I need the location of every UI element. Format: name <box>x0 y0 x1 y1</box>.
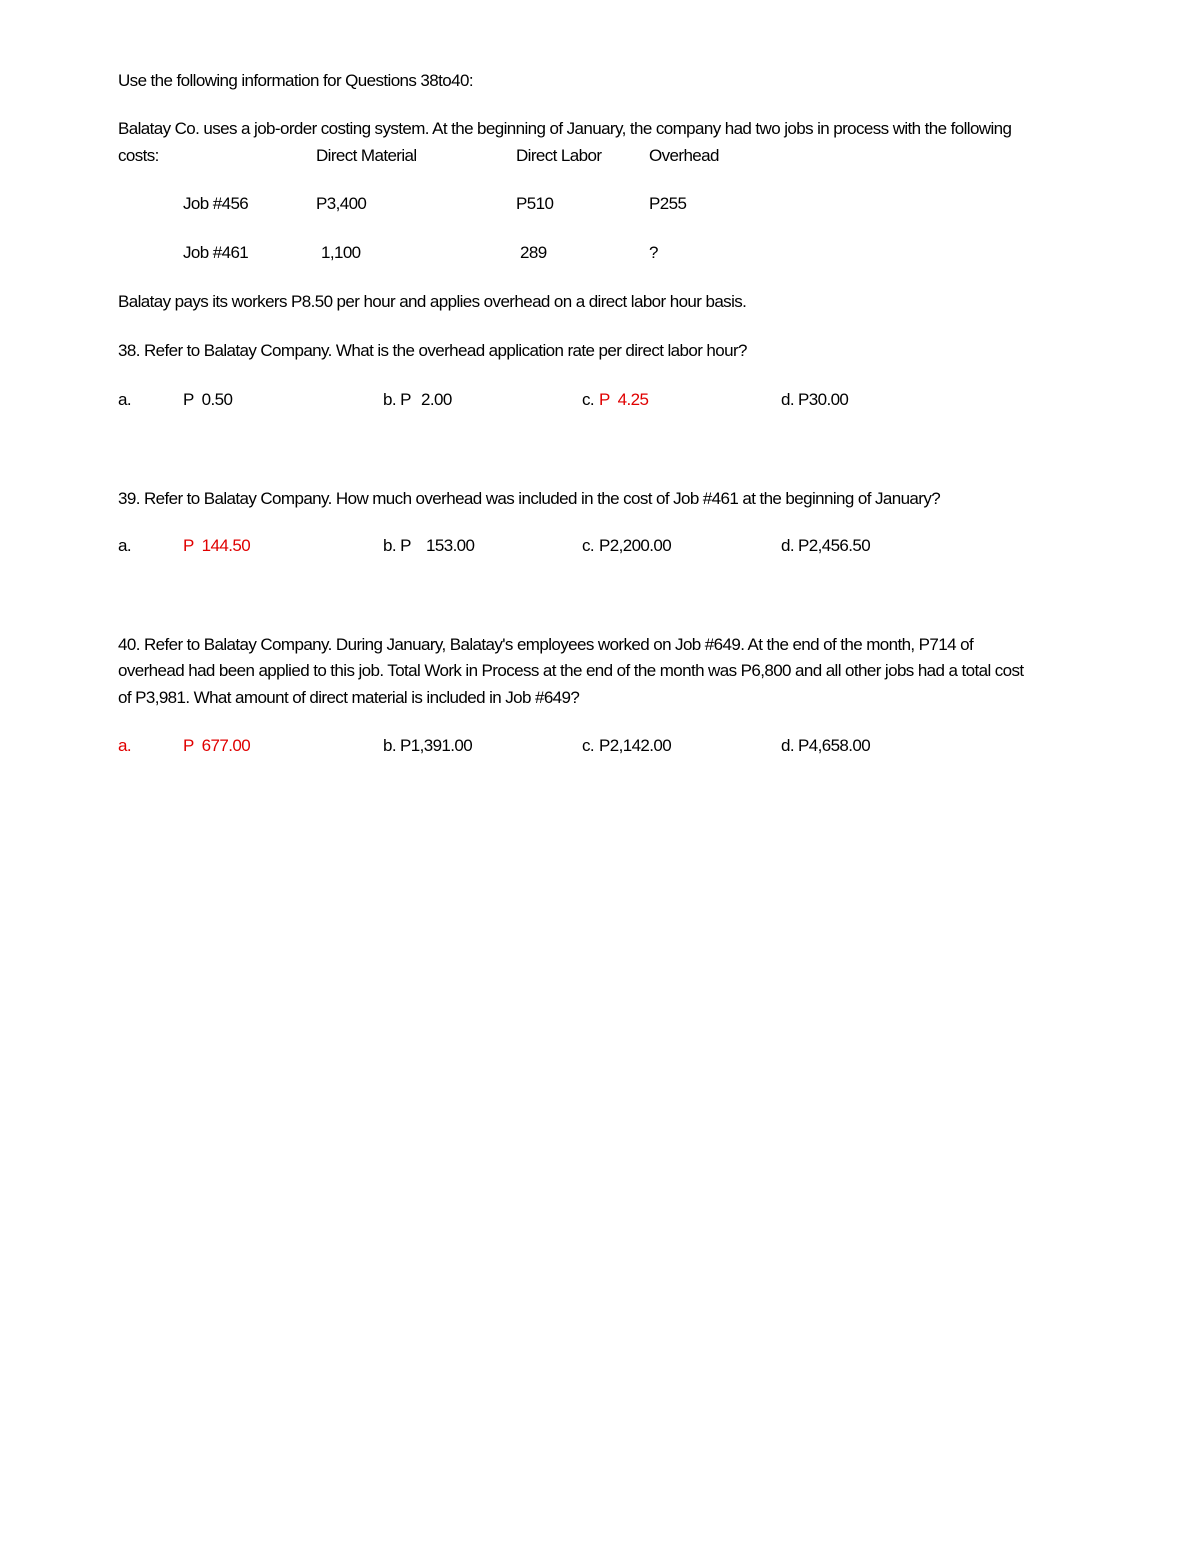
job-461-direct-material: 1,100 <box>321 243 361 262</box>
q40-option-b-value: P1,391.00 <box>400 736 473 755</box>
q40-option-a-value-answer: P 677.00 <box>183 736 251 755</box>
q40-option-a-letter-answer: a. <box>118 736 131 755</box>
q38-option-d-letter: d. <box>781 390 794 409</box>
q39-option-b-letter: b. P <box>383 536 411 555</box>
question-40-text-line-2: overhead had been applied to this job. Total Work in Process at the end of the month was P6,800 and all other jobs had a total cost <box>118 661 1024 680</box>
q39-option-c-value: P2,200.00 <box>599 536 672 555</box>
q38-option-a-letter: a. <box>118 390 131 409</box>
question-39-text: 39. Refer to Balatay Company. How much overhead was included in the cost of Job #461 at the beginning of January? <box>118 489 941 508</box>
q39-option-a-value-answer: P 144.50 <box>183 536 251 555</box>
q39-option-d-letter: d. <box>781 536 794 555</box>
q38-option-a-value: P 0.50 <box>183 390 233 409</box>
q40-option-b-letter: b. <box>383 736 396 755</box>
q40-option-c-letter: c. <box>582 736 595 755</box>
header-overhead: Overhead <box>649 146 719 165</box>
header-direct-material: Direct Material <box>316 146 417 165</box>
q38-option-c-letter: c. <box>582 390 595 409</box>
job-456-label: Job #456 <box>183 194 249 213</box>
q40-option-d-value: P4,658.00 <box>798 736 871 755</box>
job-461-label: Job #461 <box>183 243 249 262</box>
q40-option-d-letter: d. <box>781 736 794 755</box>
setup-costs-label: costs: <box>118 146 159 165</box>
q38-option-c-value-answer: P 4.25 <box>599 390 649 409</box>
job-456-direct-material: P3,400 <box>316 194 367 213</box>
job-461-overhead: ? <box>649 243 658 262</box>
question-40-text-line-1: 40. Refer to Balatay Company. During January, Balatay's employees worked on Job #649. At the end of the month, P714 of <box>118 635 974 654</box>
question-40-text-line-3: of P3,981. What amount of direct material is included in Job #649? <box>118 688 580 707</box>
question-38-text: 38. Refer to Balatay Company. What is the overhead application rate per direct labor hour? <box>118 341 747 360</box>
setup-text: Balatay Co. uses a job-order costing system. At the beginning of January, the company had two jobs in process with the following <box>118 119 1012 138</box>
q38-option-b-letter: b. P <box>383 390 411 409</box>
q40-option-c-value: P2,142.00 <box>599 736 672 755</box>
q39-option-b-value: 153.00 <box>426 536 475 555</box>
header-direct-labor: Direct Labor <box>516 146 602 165</box>
job-456-overhead: P255 <box>649 194 687 213</box>
q38-option-b-value: 2.00 <box>421 390 452 409</box>
intro-text: Use the following information for Questions 38to40: <box>118 71 473 90</box>
job-461-direct-labor: 289 <box>520 243 547 262</box>
q39-option-a-letter: a. <box>118 536 131 555</box>
q38-option-d-value: P30.00 <box>798 390 849 409</box>
job-456-direct-labor: P510 <box>516 194 554 213</box>
q39-option-c-letter: c. <box>582 536 595 555</box>
pay-note: Balatay pays its workers P8.50 per hour and applies overhead on a direct labor hour basis. <box>118 292 747 311</box>
q39-option-d-value: P2,456.50 <box>798 536 871 555</box>
